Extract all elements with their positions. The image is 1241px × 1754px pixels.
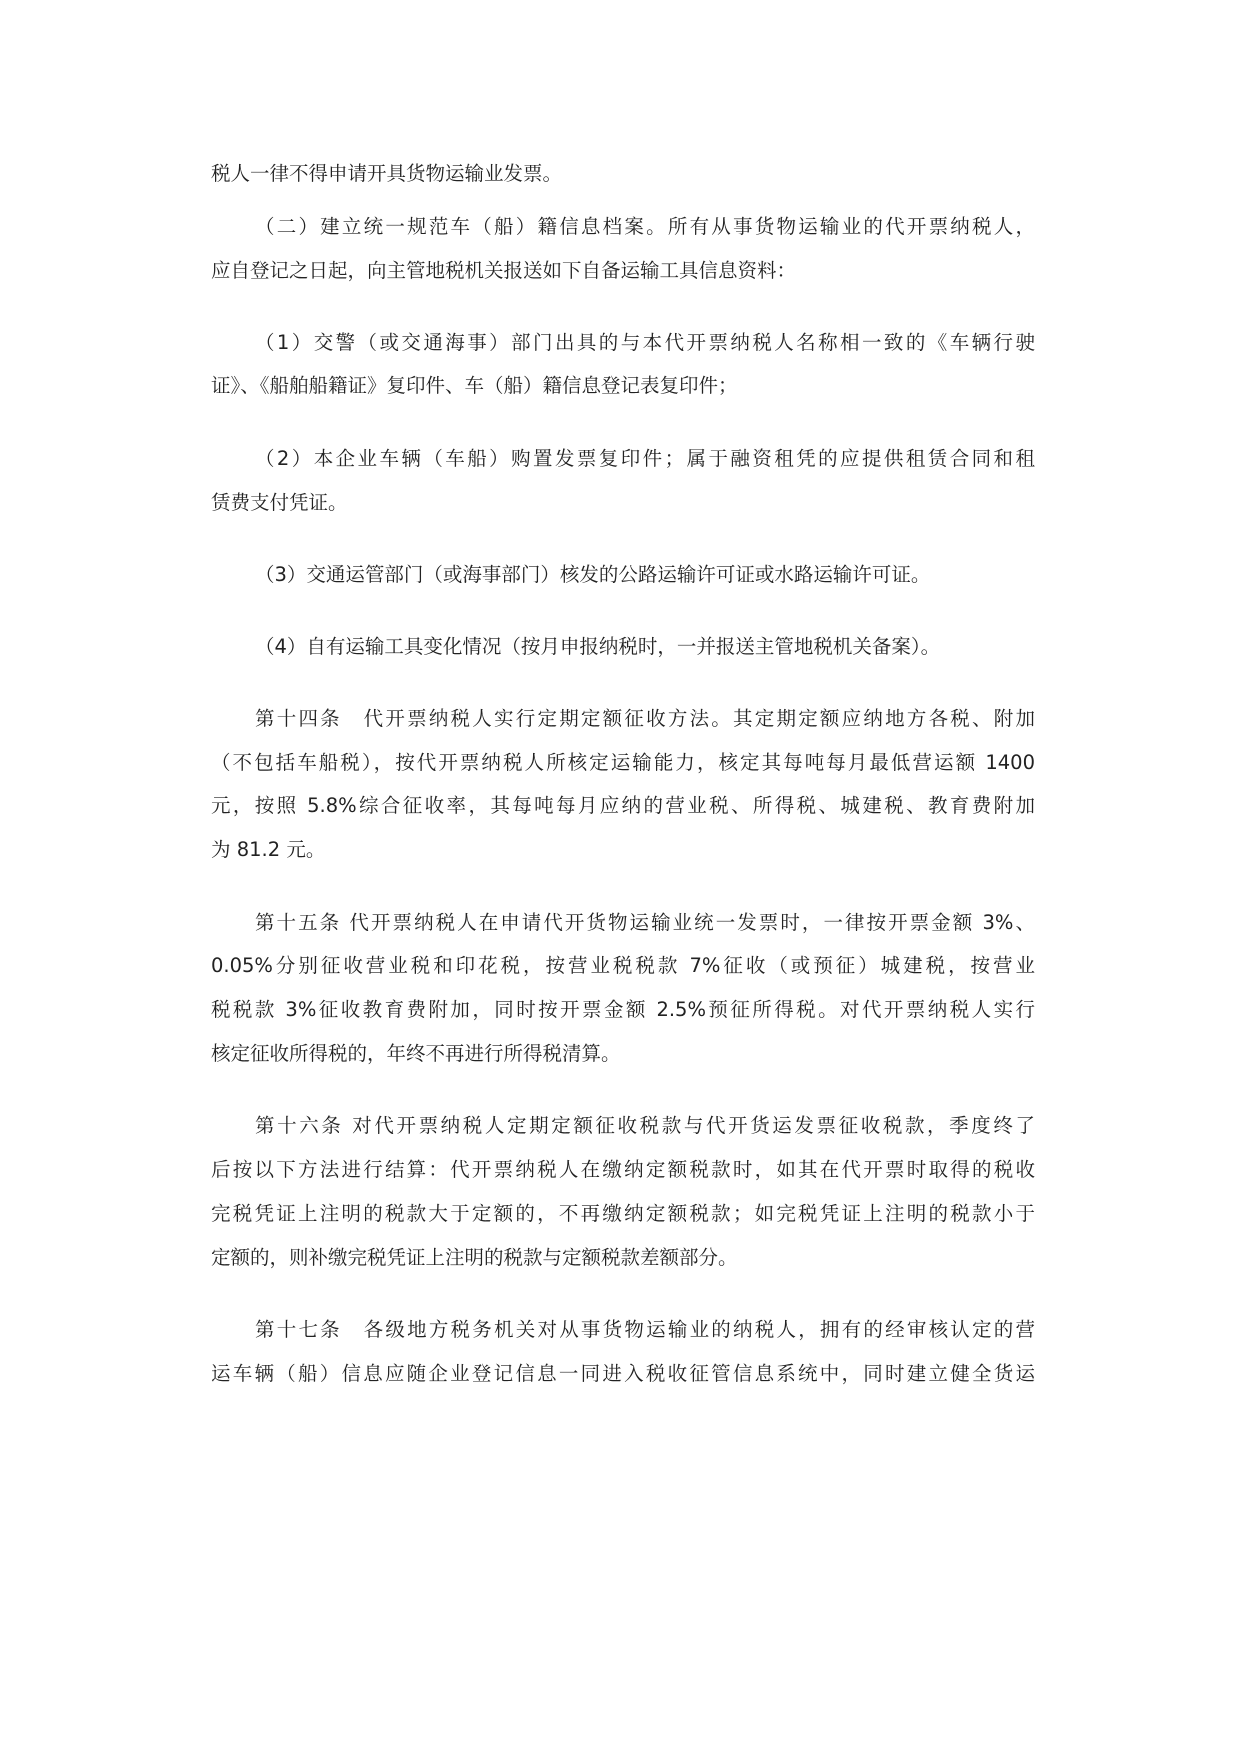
text-line: （不包括车船税），按代开票纳税人所核定运输能力，核定其每吨每月最低营运额 1400 xyxy=(211,751,1035,774)
text-line: 第十六条 对代开票纳税人定期定额征收税款与代开货运发票征收税款，季度终了 xyxy=(255,1114,1035,1137)
text-line: 完税凭证上注明的税款大于定额的，不再缴纳定额税款；如完税凭证上注明的税款小于 xyxy=(211,1202,1035,1225)
text-line: 第十七条 各级地方税务机关对从事货物运输业的纳税人，拥有的经审核认定的营 xyxy=(255,1318,1035,1341)
text-line: 为 81.2 元。 xyxy=(211,838,326,861)
text-line: 赁费支付凭证。 xyxy=(211,491,348,514)
text-line: （1）交警（或交通海事）部门出具的与本代开票纳税人名称相一致的《车辆行驶 xyxy=(255,331,1035,354)
text-line: （4）自有运输工具变化情况（按月申报纳税时，一并报送主管地税机关备案）。 xyxy=(255,635,941,658)
text-line: 运车辆（船）信息应随企业登记信息一同进入税收征管信息系统中，同时建立健全货运 xyxy=(211,1362,1035,1385)
text-line: 税税款 3%征收教育费附加，同时按开票金额 2.5%预征所得税。对代开票纳税人实行 xyxy=(211,998,1035,1021)
text-line: （3）交通运管部门（或海事部门）核发的公路运输许可证或水路运输许可证。 xyxy=(255,563,931,586)
text-line: 税人一律不得申请开具货物运输业发票。 xyxy=(211,162,563,185)
text-line: 0.05%分别征收营业税和印花税，按营业税税款 7%征收（或预征）城建税，按营业 xyxy=(211,954,1035,977)
text-line: 第十五条 代开票纳税人在申请代开货物运输业统一发票时，一律按开票金额 3%、 xyxy=(255,911,1035,934)
text-line: 元，按照 5.8%综合征收率，其每吨每月应纳的营业税、所得税、城建税、教育费附加 xyxy=(211,794,1035,817)
text-line: 证》、《船舶船籍证》复印件、车（船）籍信息登记表复印件； xyxy=(211,374,738,397)
text-line: 第十四条 代开票纳税人实行定期定额征收方法。其定期定额应纳地方各税、附加 xyxy=(255,707,1035,730)
text-line: 后按以下方法进行结算：代开票纳税人在缴纳定额税款时，如其在代开票时取得的税收 xyxy=(211,1158,1035,1181)
text-line: 应自登记之日起，向主管地税机关报送如下自备运输工具信息资料： xyxy=(211,259,797,282)
text-line: （2）本企业车辆（车船）购置发票复印件；属于融资租凭的应提供租赁合同和租 xyxy=(255,447,1035,470)
text-line: 定额的，则补缴完税凭证上注明的税款与定额税款差额部分。 xyxy=(211,1246,738,1269)
text-line: （二）建立统一规范车（船）籍信息档案。所有从事货物运输业的代开票纳税人， xyxy=(255,215,1035,238)
text-line: 核定征收所得税的，年终不再进行所得税清算。 xyxy=(211,1042,621,1065)
